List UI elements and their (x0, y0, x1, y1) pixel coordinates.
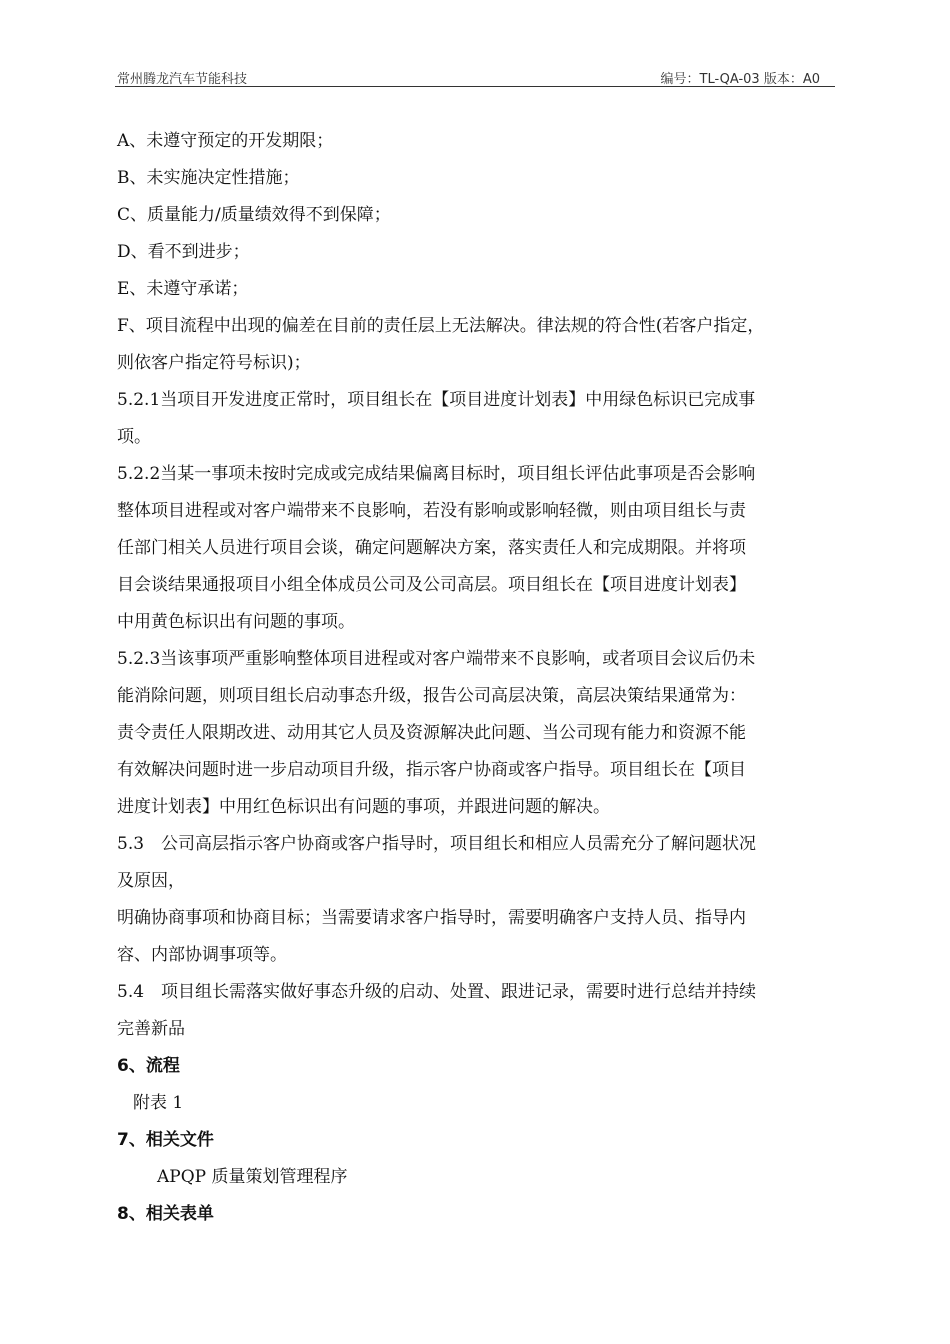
paragraph-line: D、看不到进步； (117, 242, 250, 262)
section-8-heading: 8、相关表单 (117, 1204, 214, 1224)
page-header (115, 66, 835, 87)
paragraph-line: E、未遵守承诺； (117, 279, 249, 299)
paragraph-line: C、质量能力/质量绩效得不到保障； (117, 205, 391, 225)
paragraph-line: B、未实施决定性措施； (117, 168, 300, 188)
paragraph-line: F、项目流程中出现的偏差在目前的责任层上无法解决。律法规的符合性(若客户指定， (117, 316, 765, 336)
paragraph-line: 任部门相关人员进行项目会谈，确定问题解决方案，落实责任人和完成期限。并将项 (117, 538, 746, 558)
section-6-item: 附表 1 (133, 1093, 184, 1113)
document-number: 编号：TL-QA-03 版本：A0 (660, 72, 820, 87)
paragraph-line: 5.2.1当项目开发进度正常时，项目组长在【项目进度计划表】中用绿色标识已完成事 (117, 390, 756, 410)
paragraph-line: 整体项目进程或对客户端带来不良影响，若没有影响或影响轻微，则由项目组长与责 (117, 501, 746, 521)
paragraph-line: 有效解决问题时进一步启动项目升级，指示客户协商或客户指导。项目组长在【项目 (117, 760, 746, 780)
paragraph-line: A、未遵守预定的开发期限； (117, 131, 334, 151)
paragraph-line: 及原因， (117, 871, 185, 891)
paragraph-line: 责令责任人限期改进、动用其它人员及资源解决此问题、当公司现有能力和资源不能 (117, 723, 746, 743)
paragraph-line: 则依客户指定符号标识)； (117, 353, 311, 373)
paragraph-line: 进度计划表】中用红色标识出有问题的事项，并跟进问题的解决。 (117, 797, 610, 817)
document-body (117, 123, 845, 1233)
paragraph-line: 明确协商事项和协商目标；当需要请求客户指导时，需要明确客户支持人员、指导内 (117, 908, 746, 928)
paragraph-line: 5.3 公司高层指示客户协商或客户指导时，项目组长和相应人员需充分了解问题状况 (117, 834, 757, 854)
paragraph-line: 完善新品 (117, 1019, 185, 1039)
paragraph-line: 能消除问题，则项目组长启动事态升级，报告公司高层决策，高层决策结果通常为： (117, 686, 746, 706)
paragraph-line: 5.2.3当该事项严重影响整体项目进程或对客户端带来不良影响，或者项目会议后仍未 (117, 649, 756, 669)
paragraph-line: 中用黄色标识出有问题的事项。 (117, 612, 355, 632)
paragraph-line: 5.2.2当某一事项未按时完成或完成结果偏离目标时，项目组长评估此事项是否会影响 (117, 464, 756, 484)
paragraph-line: 5.4 项目组长需落实做好事态升级的启动、处置、跟进记录，需要时进行总结并持续 (117, 982, 757, 1002)
company-name: 常州腾龙汽车节能科技 (117, 72, 248, 87)
paragraph-line: 容、内部协调事项等。 (117, 945, 287, 965)
section-6-heading: 6、流程 (117, 1056, 180, 1076)
section-7-heading: 7、相关文件 (117, 1130, 214, 1150)
paragraph-line: 项。 (117, 427, 151, 447)
paragraph-line: 目会谈结果通报项目小组全体成员公司及公司高层。项目组长在【项目进度计划表】 (117, 575, 746, 595)
section-7-item: APQP 质量策划管理程序 (157, 1167, 348, 1187)
